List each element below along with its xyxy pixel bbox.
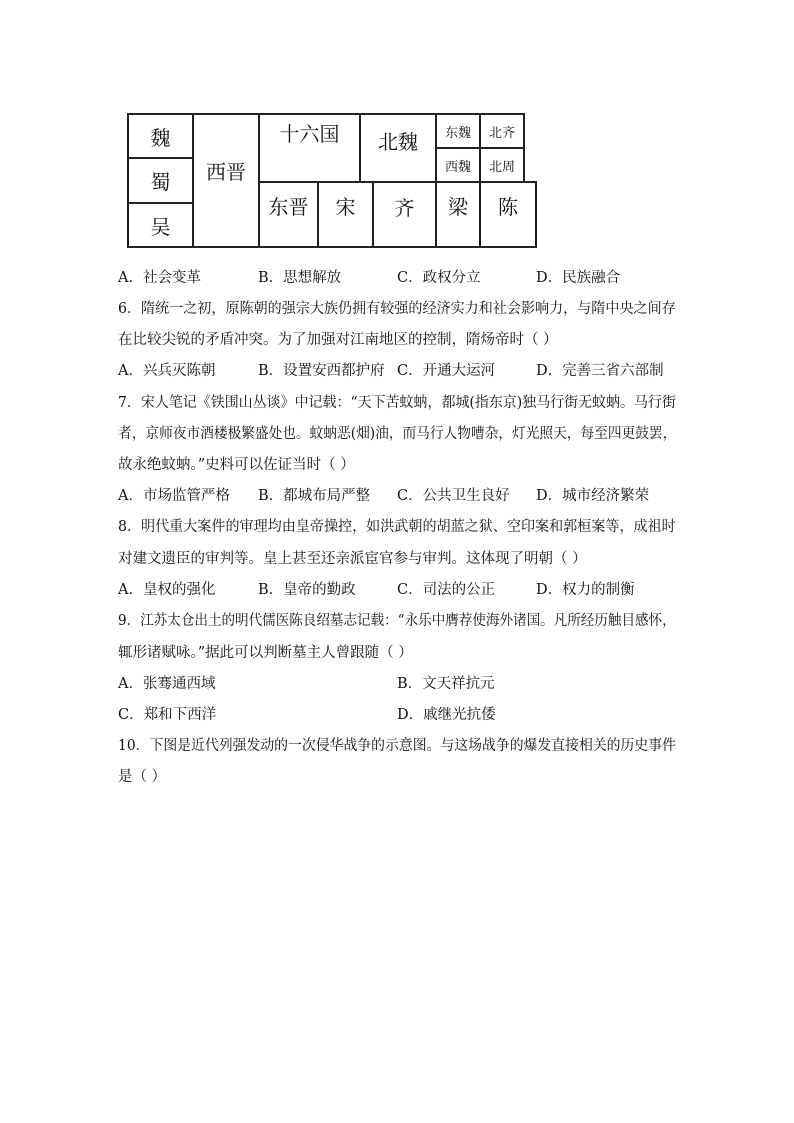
cell-wu: 吴 (150, 214, 171, 239)
cell-xijin: 西晋 (206, 159, 246, 184)
q5-option-c: C．政权分立 (397, 270, 481, 286)
q8-option-c: C．司法的公正 (397, 582, 496, 598)
q6-option-c: C．开通大运河 (397, 363, 496, 379)
q9-option-b: B．文天祥抗元 (397, 676, 495, 692)
q8-option-b: B．皇帝的勤政 (258, 582, 356, 598)
q7-stem-line: 故永绝蚊蚋。”史料可以佐证当时（ ） (118, 457, 355, 473)
q9-option-d: D．戚继光抗倭 (397, 707, 496, 723)
cell-xiwei: 西魏 (444, 159, 471, 175)
q7-stem-line: 者，京师夜市酒楼极繁盛处也。蚊蚋恶(畑)油，而马行人物嘈杂，灯光照天，每至四更鼓罢， (118, 426, 677, 442)
q5-option-b: B．思想解放 (258, 270, 342, 286)
q7-option-b: B．都城布局严整 (258, 488, 371, 504)
q6-option-b: B．设置安西都护府 (258, 363, 385, 379)
cell-dongwei: 东魏 (444, 125, 471, 141)
q6-stem-line: 在比较尖锐的矛盾冲突。为了加强对江南地区的控制，隋炀帝时（ ） (118, 332, 558, 348)
q10-stem-line: 10．下图是近代列强发动的一次侵华战争的示意图。与这场战争的爆发直接相关的历史事件 (118, 738, 676, 754)
cell-beiwei: 北魏 (378, 129, 418, 154)
q6-option-a: A．兴兵灭陈朝 (118, 363, 216, 379)
cell-chen: 陈 (498, 194, 518, 219)
cell-beiqi: 北齐 (488, 125, 515, 141)
q5-option-d: D．民族融合 (536, 270, 621, 286)
dynasty-chart (127, 113, 537, 248)
q10-stem-line: 是（ ） (118, 769, 167, 785)
cell-shu: 蜀 (150, 170, 171, 194)
q7-option-a: A．市场监管严格 (118, 488, 230, 504)
q6-stem-line: 6．隋统一之初，原陈朝的强宗大族仍拥有较强的经济实力和社会影响力，与隋中央之间存 (118, 301, 676, 317)
q9-option-a: A．张骞通西域 (118, 676, 216, 692)
cell-song: 宋 (335, 194, 356, 219)
q6-option-d: D．完善三省六部制 (536, 363, 664, 379)
q9-stem-line: 辄形诸赋咏。”据此可以判断墓主人曾跟随（ ） (118, 645, 413, 661)
cell-qi: 齐 (394, 195, 415, 220)
q7-option-c: C．公共卫生良好 (397, 488, 510, 504)
cell-wei: 魏 (150, 125, 171, 150)
q7-stem-line: 7．宋人笔记《铁围山丛谈》中记载：“天下苦蚊蚋，都城(指东京)独马行街无蚊蚋。马行街 (118, 395, 676, 411)
chart-border (127, 246, 537, 248)
q8-stem-line: 8．明代重大案件的审理均由皇帝操控，如洪武朝的胡蓝之狱、空印案和郭桓案等，成祖时 (118, 519, 676, 535)
q8-option-d: D．权力的制衡 (536, 582, 635, 598)
cell-dongjin: 东晋 (268, 194, 309, 219)
cell-liang: 梁 (448, 194, 468, 219)
q7-option-d: D．城市经济繁荣 (536, 488, 650, 504)
cell-beizhou: 北周 (488, 159, 515, 175)
chart-border (535, 181, 537, 247)
q5-option-a: A．社会变革 (118, 270, 201, 286)
cell-shiliuguo: 十六国 (279, 121, 340, 146)
q9-option-c: C．郑和下西洋 (118, 707, 217, 723)
q8-option-a: A．皇权的强化 (118, 582, 216, 598)
q8-stem-line: 对建文遗臣的审判等。皇上甚至还亲派宦官参与审判。这体现了明朝（ ） (118, 551, 587, 567)
q9-stem-line: 9．江苏太仓出土的明代儒医陈良绍墓志记载：“永乐中膺荐使海外诸国。凡所经历触目感怀， (118, 613, 676, 629)
